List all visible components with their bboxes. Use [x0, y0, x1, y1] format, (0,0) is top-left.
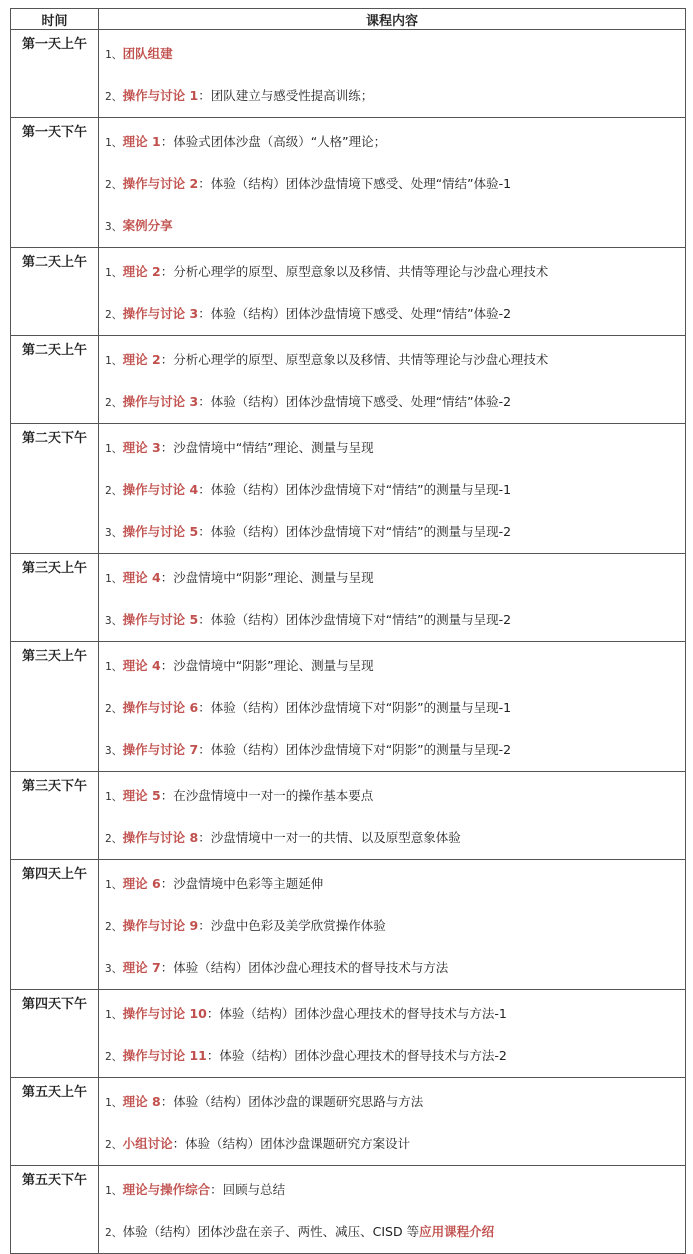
schedule-row: [11, 30, 686, 118]
course-item: [105, 645, 685, 687]
schedule-row: [11, 772, 686, 860]
item-topic: 团队组建: [122, 46, 173, 61]
course-item: [105, 947, 685, 989]
item-number: 1、: [105, 266, 123, 279]
session-content: [99, 118, 686, 248]
item-number: 1、: [105, 48, 123, 61]
item-text: ：团队建立与感受性提高训练；: [198, 88, 374, 103]
course-item: [105, 1169, 685, 1211]
item-topic: 操作与讨论 3: [122, 306, 199, 321]
course-item: [105, 75, 685, 117]
schedule-row: [11, 990, 686, 1078]
session-time: 第五天下午: [11, 1166, 99, 1254]
item-text: ：体验（结构）团体沙盘情境下对“情结”的测量与呈现-1: [198, 482, 512, 497]
item-topic: 理论 6: [122, 876, 161, 891]
course-item: [105, 163, 685, 205]
item-text: ：体验（结构）团体沙盘情境下对“阴影”的测量与呈现-1: [198, 700, 512, 715]
item-text: ：体验（结构）团体沙盘情境下对“阴影”的测量与呈现-2: [198, 742, 512, 757]
item-text: ：体验（结构）团体沙盘情境下感受、处理“情结”体验-2: [198, 306, 512, 321]
item-text: ：分析心理学的原型、原型意象以及移情、共情等理论与沙盘心理技术: [160, 352, 549, 367]
session-time: 第一天下午: [11, 118, 99, 248]
item-number: 1、: [105, 660, 123, 673]
item-text: ：体验（结构）团体沙盘情境下对“情结”的测量与呈现-2: [198, 612, 512, 627]
schedule-row: [11, 1078, 686, 1166]
item-number: 3、: [105, 526, 123, 539]
item-number: 2、: [105, 396, 123, 409]
item-topic: 操作与讨论 5: [122, 524, 199, 539]
item-number: 3、: [105, 614, 123, 627]
item-text: ：体验（结构）团体沙盘心理技术的督导技术与方法: [160, 960, 449, 975]
course-item: [105, 381, 685, 423]
item-number: 3、: [105, 962, 123, 975]
item-number: 1、: [105, 354, 123, 367]
course-item: [105, 687, 685, 729]
session-time: 第四天上午: [11, 860, 99, 990]
item-topic: 理论 7: [122, 960, 161, 975]
item-number: 1、: [105, 442, 123, 455]
item-number: 1、: [105, 878, 123, 891]
item-topic: 操作与讨论 6: [122, 700, 199, 715]
item-number: 1、: [105, 1008, 123, 1021]
item-topic: 理论与操作综合: [122, 1182, 211, 1197]
item-text: ：沙盘中色彩及美学欣赏操作体验: [198, 918, 386, 933]
item-text: ：沙盘情境中一对一的共情、以及原型意象体验: [198, 830, 461, 845]
session-time: 第二天上午: [11, 336, 99, 424]
schedule-row: [11, 860, 686, 990]
schedule-row: [11, 248, 686, 336]
session-time: 第二天上午: [11, 248, 99, 336]
item-topic: 理论 4: [122, 658, 161, 673]
course-item: [105, 993, 685, 1035]
course-item: [105, 863, 685, 905]
item-text: ：在沙盘情境中一对一的操作基本要点: [160, 788, 374, 803]
item-text: ：体验（结构）团体沙盘的课题研究思路与方法: [160, 1094, 424, 1109]
content-column-header: 课程内容: [99, 9, 686, 30]
course-item: [105, 775, 685, 817]
schedule-row: [11, 554, 686, 642]
item-text: ：体验（结构）团体沙盘情境下感受、处理“情结”体验-1: [198, 176, 512, 191]
item-topic: 理论 2: [122, 352, 161, 367]
item-topic: 操作与讨论 4: [122, 482, 199, 497]
session-content: [99, 1078, 686, 1166]
course-item: [105, 33, 685, 75]
session-content: [99, 990, 686, 1078]
item-number: 2、: [105, 90, 123, 103]
item-number: 3、: [105, 744, 123, 757]
course-item: [105, 817, 685, 859]
item-topic: 操作与讨论 2: [122, 176, 199, 191]
item-topic: 案例分享: [122, 218, 173, 233]
item-number: 2、: [105, 832, 123, 845]
schedule-row: [11, 1166, 686, 1254]
item-number: 1、: [105, 1096, 123, 1109]
item-topic: 理论 2: [122, 264, 161, 279]
item-topic: 操作与讨论 11: [122, 1048, 207, 1063]
item-topic: 理论 4: [122, 570, 161, 585]
session-content: [99, 1166, 686, 1254]
item-topic: 操作与讨论 5: [122, 612, 199, 627]
course-item: [105, 1123, 685, 1165]
item-number: 3、: [105, 220, 123, 233]
item-text: ：体验（结构）团体沙盘课题研究方案设计: [172, 1136, 411, 1151]
item-topic: 理论 1: [122, 134, 161, 149]
item-text: ：体验（结构）团体沙盘心理技术的督导技术与方法-1: [206, 1006, 507, 1021]
item-topic: 应用课程介绍: [419, 1224, 495, 1239]
schedule-row: [11, 118, 686, 248]
course-item: [105, 1211, 685, 1253]
session-content: [99, 424, 686, 554]
item-text: ：体验（结构）团体沙盘心理技术的督导技术与方法-2: [206, 1048, 507, 1063]
item-number: 2、: [105, 1050, 123, 1063]
item-text: ：体验（结构）团体沙盘情境下感受、处理“情结”体验-2: [198, 394, 512, 409]
course-item: [105, 339, 685, 381]
session-content: [99, 554, 686, 642]
item-number: 2、: [105, 178, 123, 191]
item-text: ：分析心理学的原型、原型意象以及移情、共情等理论与沙盘心理技术: [160, 264, 549, 279]
course-item: [105, 427, 685, 469]
item-number: 2、: [105, 1226, 123, 1239]
item-number: 1、: [105, 790, 123, 803]
course-schedule-table: [10, 8, 686, 1254]
session-content: [99, 860, 686, 990]
session-time: 第三天上午: [11, 554, 99, 642]
course-item: [105, 293, 685, 335]
item-text: ：沙盘情境中“阴影”理论、测量与呈现: [160, 658, 374, 673]
course-item: [105, 251, 685, 293]
course-item: [105, 729, 685, 771]
item-number: 2、: [105, 702, 123, 715]
item-number: 1、: [105, 136, 123, 149]
item-topic: 操作与讨论 8: [122, 830, 199, 845]
course-item: [105, 205, 685, 247]
item-number: 2、: [105, 484, 123, 497]
course-item: [105, 1035, 685, 1077]
item-topic: 理论 3: [122, 440, 161, 455]
item-topic: 理论 5: [122, 788, 161, 803]
item-topic: 操作与讨论 9: [122, 918, 199, 933]
session-content: [99, 336, 686, 424]
schedule-row: [11, 336, 686, 424]
item-text: 体验（结构）团体沙盘在亲子、两性、减压、CISD 等: [122, 1224, 420, 1239]
session-time: 第三天下午: [11, 772, 99, 860]
schedule-row: [11, 642, 686, 772]
course-item: [105, 905, 685, 947]
item-text: ：沙盘情境中“阴影”理论、测量与呈现: [160, 570, 374, 585]
course-item: [105, 557, 685, 599]
item-text: ：沙盘情境中“情结”理论、测量与呈现: [160, 440, 374, 455]
item-topic: 操作与讨论 10: [122, 1006, 207, 1021]
item-number: 1、: [105, 1184, 123, 1197]
session-time: 第二天下午: [11, 424, 99, 554]
session-time: 第四天下午: [11, 990, 99, 1078]
session-time: 第三天上午: [11, 642, 99, 772]
session-content: [99, 248, 686, 336]
item-number: 2、: [105, 1138, 123, 1151]
course-item: [105, 1081, 685, 1123]
item-number: 2、: [105, 920, 123, 933]
session-content: [99, 772, 686, 860]
schedule-row: [11, 424, 686, 554]
time-column-header: 时间: [11, 9, 99, 30]
item-topic: 操作与讨论 3: [122, 394, 199, 409]
session-time: 第五天上午: [11, 1078, 99, 1166]
course-item: [105, 121, 685, 163]
course-item: [105, 511, 685, 553]
item-text: ：回顾与总结: [210, 1182, 286, 1197]
session-content: [99, 30, 686, 118]
schedule-body: [11, 30, 686, 1254]
session-time: 第一天上午: [11, 30, 99, 118]
item-topic: 小组讨论: [122, 1136, 173, 1151]
item-number: 2、: [105, 308, 123, 321]
item-text: ：体验式团体沙盘（高级）“人格”理论；: [160, 134, 387, 149]
item-topic: 操作与讨论 7: [122, 742, 199, 757]
item-text: ：体验（结构）团体沙盘情境下对“情结”的测量与呈现-2: [198, 524, 512, 539]
item-number: 1、: [105, 572, 123, 585]
session-content: [99, 642, 686, 772]
item-topic: 理论 8: [122, 1094, 161, 1109]
table-header-row: [11, 9, 686, 30]
item-topic: 操作与讨论 1: [122, 88, 199, 103]
course-item: [105, 599, 685, 641]
item-text: ：沙盘情境中色彩等主题延伸: [160, 876, 324, 891]
course-item: [105, 469, 685, 511]
